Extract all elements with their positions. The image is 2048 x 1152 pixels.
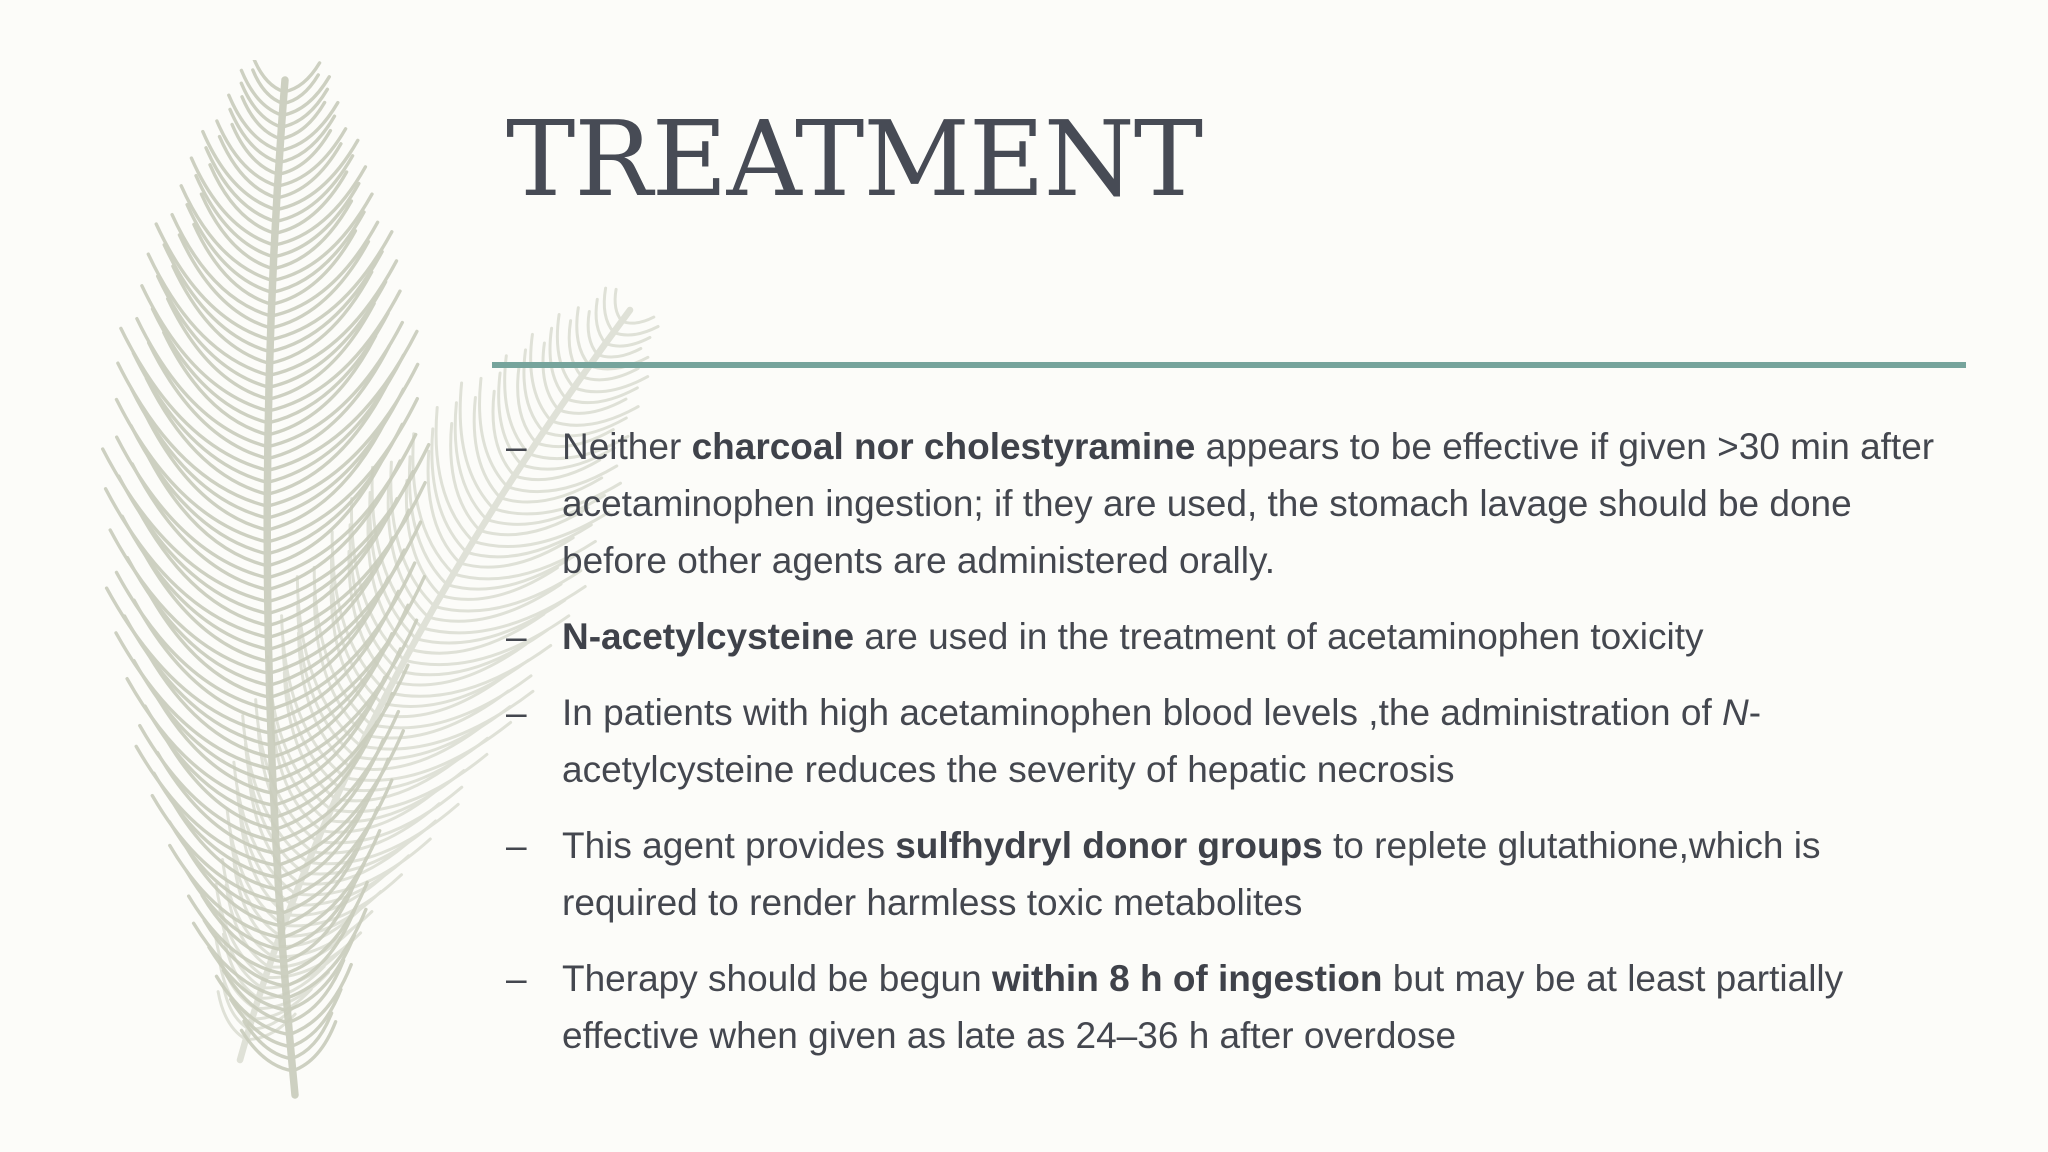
bullet-text: In patients with high acetaminophen blood levels ,the administration of	[562, 692, 1723, 733]
bullet-emphasis: charcoal nor cholestyramine	[691, 426, 1196, 467]
bullet-item-5	[506, 950, 1946, 1064]
bullet-emphasis: within 8 h of ingestion	[991, 958, 1383, 999]
bullet-italic: N	[1722, 692, 1749, 733]
bullet-item-3	[506, 684, 1946, 798]
bullet-text: Neither	[562, 426, 692, 467]
bullet-item-1	[506, 418, 1946, 589]
bullet-list	[506, 418, 1946, 1083]
bullet-marker: –	[506, 616, 527, 657]
bullet-emphasis: sulfhydryl donor groups	[895, 825, 1323, 866]
bullet-item-2	[506, 608, 1946, 665]
bullet-text: are used in the treatment of acetaminophen toxicity	[854, 616, 1704, 657]
bullet-text: Therapy should be begun	[562, 958, 992, 999]
bullet-marker: –	[506, 692, 527, 733]
bullet-text: -acetylcysteine reduces the severity of hepatic necrosis	[562, 692, 1762, 790]
bullet-text: appears to be effective if given >30 min after acetaminophen ingestion; if they are used, the stomach lavage should be done before other agents are administered orally.	[562, 426, 1935, 581]
title-divider	[492, 362, 1966, 368]
slide-title: TREATMENT	[506, 98, 1203, 220]
bullet-marker: –	[506, 825, 527, 866]
bullet-text: to replete glutathione,which is required to render harmless toxic metabolites	[562, 825, 1821, 923]
bullet-marker: –	[506, 958, 527, 999]
bullet-item-4	[506, 817, 1946, 931]
bullet-text: but may be at least partially effective when given as late as 24–36 h after overdose	[562, 958, 1844, 1056]
bullet-marker: –	[506, 426, 527, 467]
bullet-text: This agent provides	[562, 825, 896, 866]
bullet-emphasis: N-acetylcysteine	[562, 616, 855, 657]
